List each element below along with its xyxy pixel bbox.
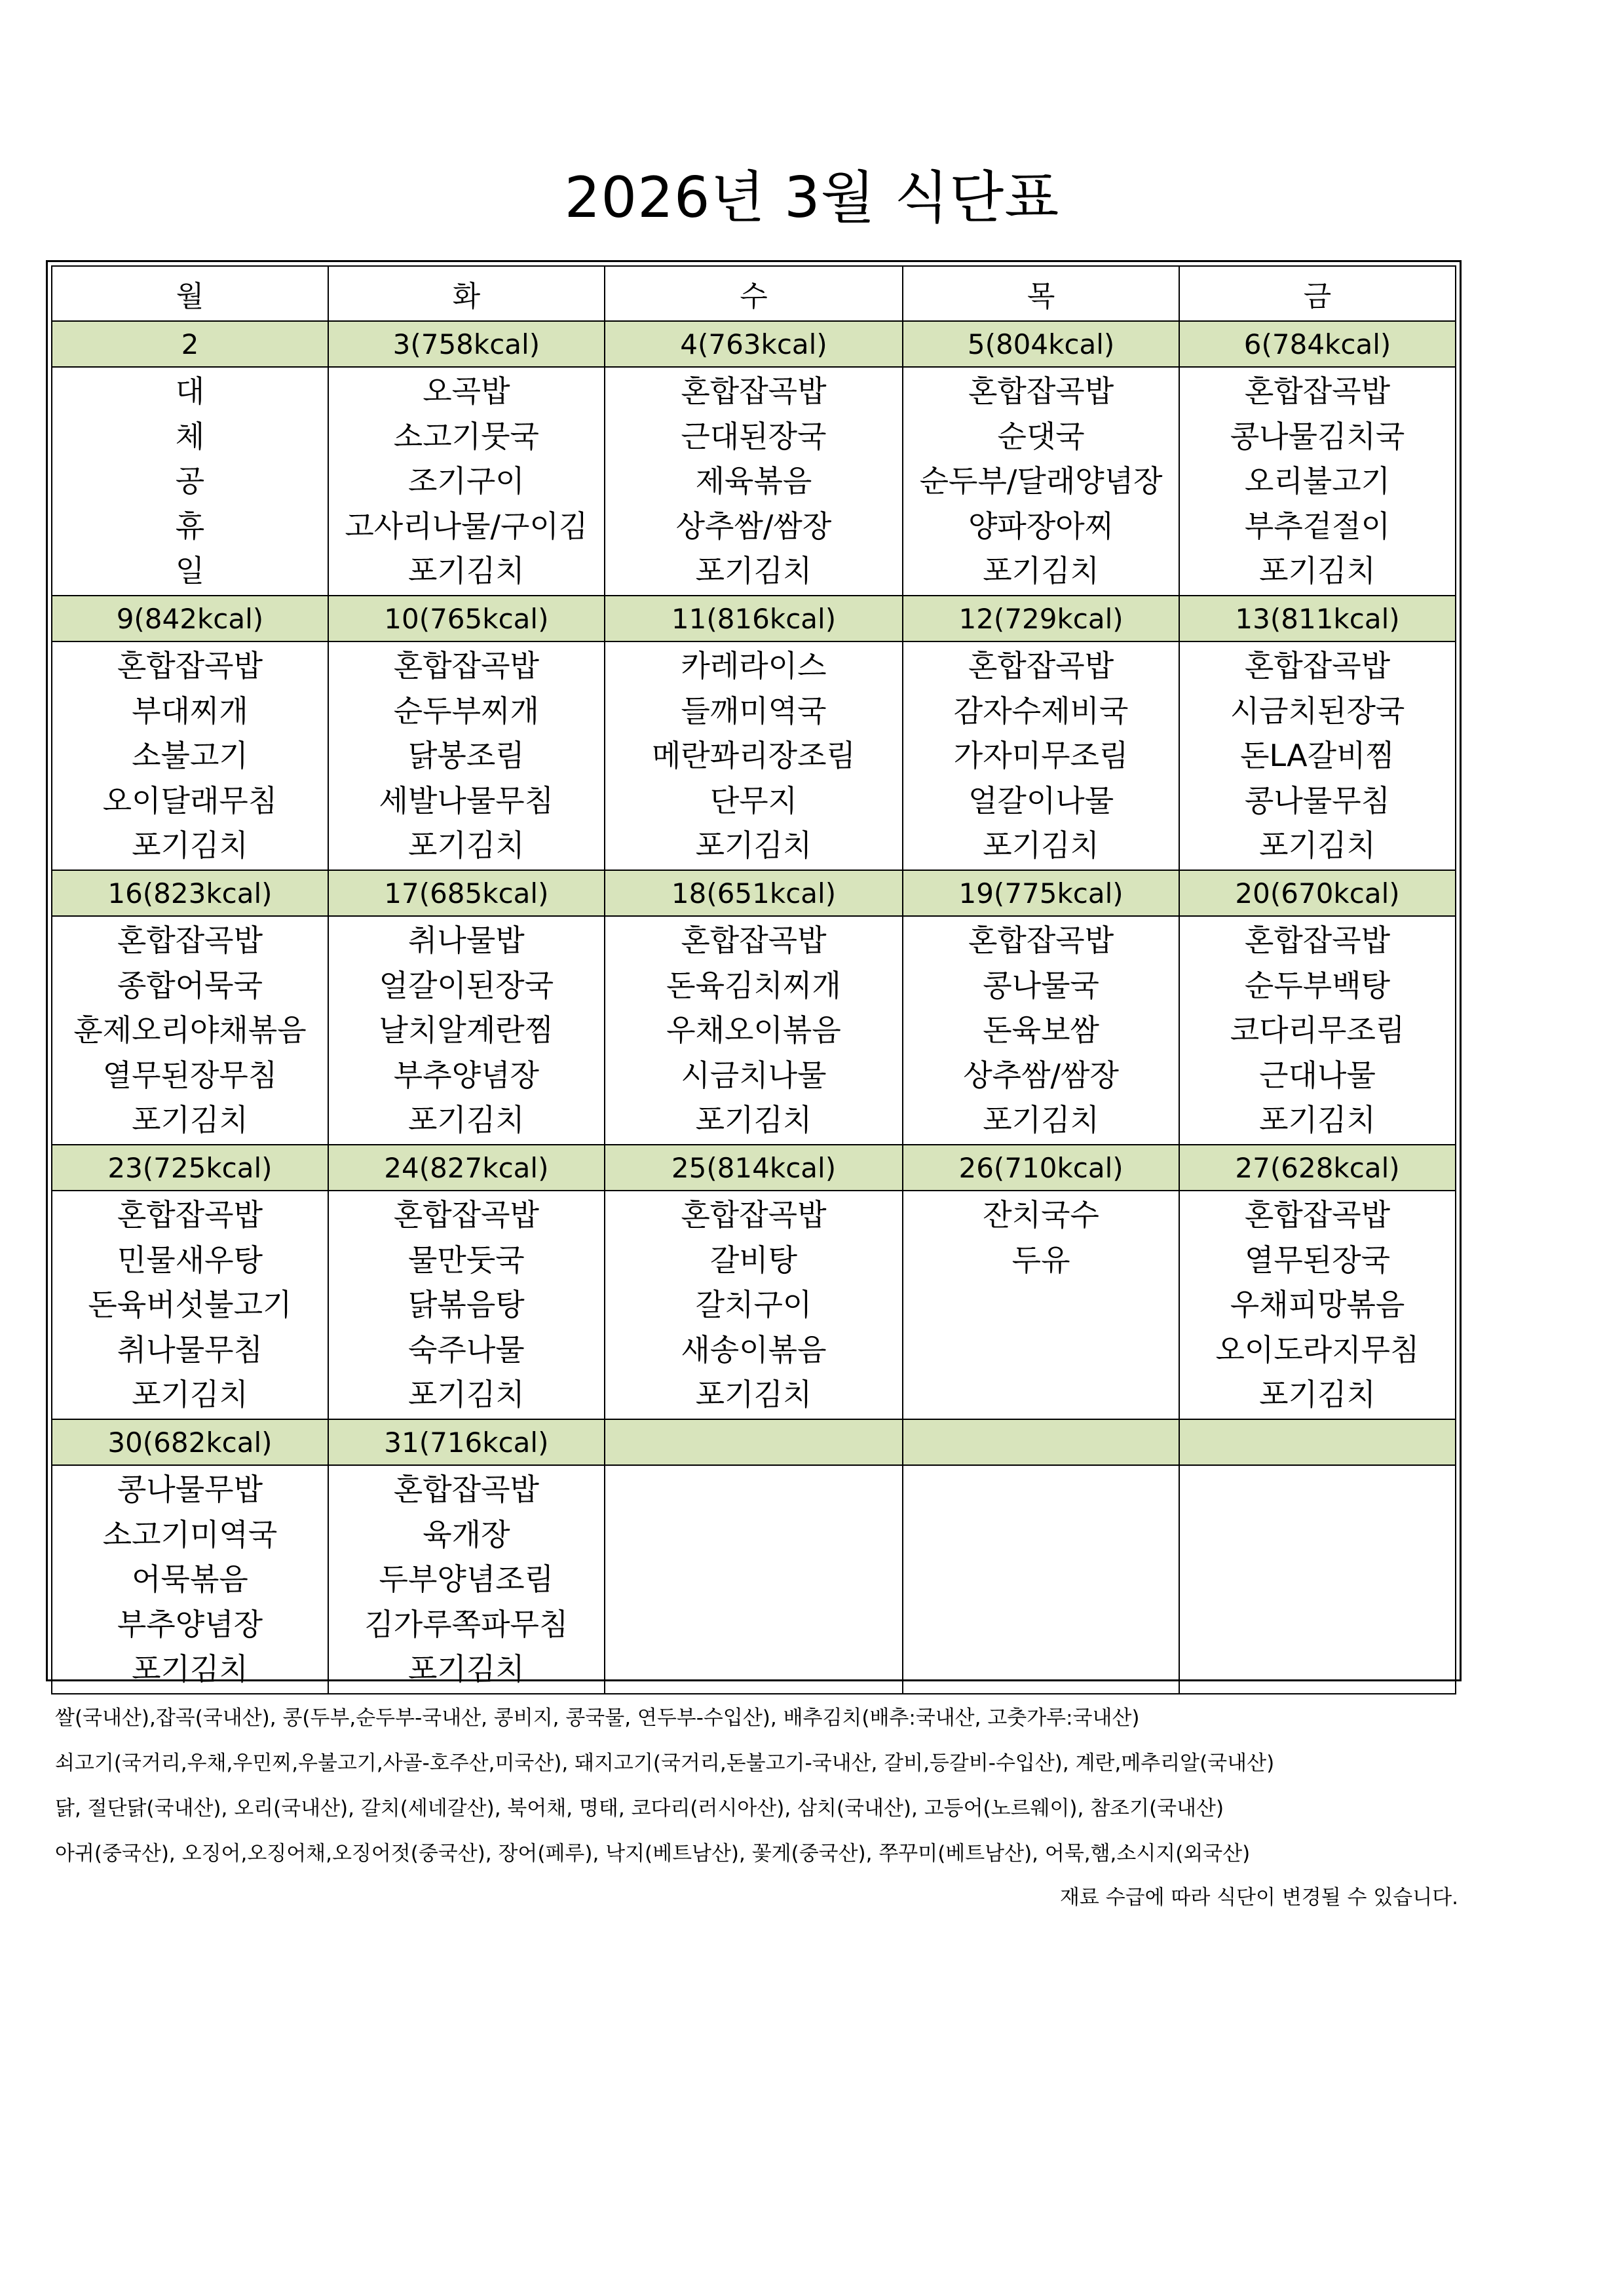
menu-item: 김가루쪽파무침 [364, 1606, 569, 1642]
date-cell: 31(716kcal) [328, 1419, 605, 1465]
date-cell: 30(682kcal) [52, 1419, 328, 1465]
menu-item: 콩나물무밥 [117, 1472, 263, 1507]
menu-item: 조기구이 [407, 463, 525, 499]
date-cell [605, 1419, 903, 1465]
menu-item: 오리불고기 [1244, 463, 1391, 499]
menu-item: 콩나물김치국 [1230, 418, 1405, 454]
weekday-header-tue: 화 [328, 266, 605, 321]
menu-item: 혼합잡곡밥 [393, 1197, 539, 1233]
menu-cell [903, 916, 1179, 1145]
origin-note-line: 쇠고기(국거리,우채,우민찌,우불고기,사골-호주산,미국산), 돼지고기(국거리,돈불고기-국내산, 갈비,등갈비-수입산), 계란,메추리알(국내산) [55, 1751, 1275, 1775]
date-cell: 4(763kcal) [605, 321, 903, 367]
menu-cell [52, 641, 328, 870]
date-cell [903, 1419, 1179, 1465]
menu-item: 근대나물 [1259, 1057, 1376, 1093]
date-cell: 13(811kcal) [1179, 596, 1456, 641]
date-cell: 27(628kcal) [1179, 1145, 1456, 1191]
menu-item: 혼합잡곡밥 [393, 648, 539, 683]
menu-item: 새송이볶음 [681, 1331, 827, 1368]
menu-item: 시금치된장국 [1230, 693, 1405, 729]
menu-cell [605, 641, 903, 870]
page-title: 2026년 3월 식단표 [564, 165, 1060, 231]
menu-cell [1179, 1465, 1456, 1694]
menu-cell [903, 641, 1179, 870]
menu-item: 종합어묵국 [117, 967, 263, 1003]
menu-item: 상추쌈/쌈장 [963, 1057, 1119, 1093]
origin-note-line: 쌀(국내산),잡곡(국내산), 콩(두부,순두부-국내산, 콩비지, 콩국물, 연두부-수입산), 배추김치(배추:국내산, 고춧가루:국내산) [55, 1706, 1140, 1730]
menu-item: 단무지 [709, 782, 798, 818]
date-row [52, 596, 1456, 641]
menu-item: 포기김치 [1259, 553, 1376, 589]
disclaimer-text: 재료 수급에 따라 식단이 변경될 수 있습니다. [1059, 1886, 1458, 1909]
date-cell: 19(775kcal) [903, 870, 1179, 916]
menu-cell [903, 367, 1179, 596]
menu-item: 근대된장국 [681, 418, 827, 454]
menu-cell [52, 1191, 328, 1419]
menu-item: 콩나물국 [983, 967, 1099, 1003]
menu-item: 포기김치 [132, 828, 248, 864]
menu-item: 돈LA갈비찜 [1240, 738, 1395, 774]
menu-item: 감자수제비국 [953, 693, 1129, 729]
menu-item: 포기김치 [1259, 828, 1376, 864]
menu-item: 얼갈이나물 [968, 782, 1114, 818]
menu-item: 가자미무조림 [953, 738, 1129, 774]
date-cell: 26(710kcal) [903, 1145, 1179, 1191]
date-row [52, 870, 1456, 916]
menu-item: 소불고기 [132, 738, 248, 774]
menu-item: 포기김치 [695, 828, 812, 864]
menu-item: 포기김치 [1259, 1102, 1376, 1138]
menu-item: 체 [175, 418, 205, 454]
menu-cell [605, 1465, 903, 1694]
menu-cell [328, 1191, 605, 1419]
menu-item: 혼합잡곡밥 [1244, 1197, 1391, 1233]
menu-cell [605, 367, 903, 596]
menu-item: 숙주나물 [407, 1331, 525, 1368]
date-cell: 6(784kcal) [1179, 321, 1456, 367]
menu-item: 육개장 [423, 1516, 510, 1552]
menu-item: 혼합잡곡밥 [117, 648, 263, 683]
menu-item: 소고기뭇국 [393, 418, 539, 454]
menu-item: 날치알계란찜 [379, 1012, 554, 1048]
date-cell: 11(816kcal) [605, 596, 903, 641]
menu-item: 어묵볶음 [132, 1561, 248, 1598]
menu-item: 혼합잡곡밥 [117, 923, 263, 958]
menu-body [52, 321, 1456, 1694]
menu-item: 고사리나물/구이김 [345, 508, 588, 544]
origin-notes [55, 1696, 1274, 1877]
menu-item: 콩나물무침 [1244, 782, 1391, 818]
menu-cell [328, 1465, 605, 1694]
menu-item: 취나물밥 [407, 923, 525, 958]
menu-item: 부추양념장 [117, 1606, 263, 1642]
menu-item: 오이달래무침 [102, 782, 278, 818]
menu-item: 포기김치 [132, 1377, 248, 1413]
date-cell: 17(685kcal) [328, 870, 605, 916]
menu-item: 공 [175, 463, 205, 499]
menu-item: 카레라이스 [681, 648, 827, 683]
menu-table-frame [46, 260, 1462, 1687]
menu-item: 갈비탕 [709, 1242, 798, 1278]
menu-item: 닭볶음탕 [407, 1287, 525, 1323]
menu-cell [1179, 641, 1456, 870]
menu-item: 부추겉절이 [1244, 508, 1391, 544]
menu-item: 포기김치 [1259, 1377, 1376, 1413]
menu-row [52, 916, 1456, 1145]
date-cell: 12(729kcal) [903, 596, 1179, 641]
menu-item: 포기김치 [695, 553, 812, 589]
menu-item: 대 [175, 373, 205, 409]
menu-item: 혼합잡곡밥 [968, 373, 1114, 409]
menu-item: 얼갈이된장국 [379, 967, 554, 1003]
menu-item: 잔치국수 [983, 1197, 1099, 1233]
menu-item: 혼합잡곡밥 [681, 1197, 827, 1233]
date-cell: 25(814kcal) [605, 1145, 903, 1191]
menu-item: 혼합잡곡밥 [393, 1472, 539, 1507]
menu-item: 두부양념조림 [379, 1561, 554, 1598]
menu-item: 부추양념장 [393, 1057, 539, 1093]
menu-item: 포기김치 [695, 1377, 812, 1413]
menu-item: 상추쌈/쌈장 [675, 508, 832, 544]
date-cell: 16(823kcal) [52, 870, 328, 916]
menu-item: 양파장아찌 [968, 508, 1114, 544]
menu-item: 혼합잡곡밥 [1244, 648, 1391, 683]
date-cell: 9(842kcal) [52, 596, 328, 641]
menu-cell [52, 367, 328, 596]
menu-item: 우채피망볶음 [1230, 1287, 1405, 1323]
menu-item: 포기김치 [407, 1377, 525, 1413]
date-cell [1179, 1419, 1456, 1465]
menu-item: 혼합잡곡밥 [1244, 373, 1391, 409]
menu-item: 들깨미역국 [681, 693, 827, 729]
menu-item: 두유 [1011, 1242, 1070, 1278]
menu-item: 포기김치 [407, 553, 525, 589]
weekday-header-wed: 수 [605, 266, 903, 321]
menu-item: 포기김치 [407, 1102, 525, 1138]
menu-row [52, 641, 1456, 870]
menu-item: 순댓국 [997, 418, 1085, 454]
menu-item: 갈치구이 [695, 1287, 812, 1323]
menu-item: 우채오이볶음 [666, 1012, 841, 1048]
menu-item: 오곡밥 [423, 373, 510, 409]
menu-item: 포기김치 [132, 1102, 248, 1138]
menu-item: 포기김치 [132, 1651, 248, 1687]
menu-row [52, 1465, 1456, 1694]
menu-row [52, 1191, 1456, 1419]
menu-item: 포기김치 [983, 828, 1099, 864]
weekday-header-mon: 월 [52, 266, 328, 321]
menu-item: 포기김치 [695, 1102, 812, 1138]
date-cell: 24(827kcal) [328, 1145, 605, 1191]
date-row [52, 1145, 1456, 1191]
date-cell: 10(765kcal) [328, 596, 605, 641]
menu-item: 세발나물무침 [379, 782, 554, 818]
menu-item: 혼합잡곡밥 [117, 1197, 263, 1233]
menu-cell [605, 916, 903, 1145]
menu-item: 소고기미역국 [102, 1516, 278, 1552]
menu-cell [1179, 367, 1456, 596]
menu-item: 돈육김치찌개 [666, 967, 841, 1003]
menu-item: 열무된장국 [1244, 1242, 1391, 1278]
menu-table [51, 265, 1456, 1694]
menu-item: 혼합잡곡밥 [681, 923, 827, 958]
menu-cell [1179, 1191, 1456, 1419]
date-row [52, 1419, 1456, 1465]
menu-item: 돈육보쌈 [983, 1012, 1099, 1048]
date-cell: 20(670kcal) [1179, 870, 1456, 916]
menu-item: 혼합잡곡밥 [681, 373, 827, 409]
date-cell: 2 [52, 321, 328, 367]
menu-item: 포기김치 [983, 1102, 1099, 1138]
menu-item: 오이도라지무침 [1215, 1331, 1420, 1368]
menu-cell [52, 1465, 328, 1694]
menu-item: 순두부찌개 [393, 693, 539, 729]
menu-item: 포기김치 [407, 828, 525, 864]
date-cell: 5(804kcal) [903, 321, 1179, 367]
menu-item: 일 [175, 553, 205, 589]
date-cell: 18(651kcal) [605, 870, 903, 916]
menu-item: 포기김치 [407, 1651, 525, 1687]
date-cell: 3(758kcal) [328, 321, 605, 367]
menu-cell [328, 367, 605, 596]
menu-item: 혼합잡곡밥 [968, 648, 1114, 683]
menu-item: 열무된장무침 [102, 1057, 278, 1093]
menu-item: 혼합잡곡밥 [968, 923, 1114, 958]
weekday-header-row [52, 266, 1456, 321]
date-row [52, 321, 1456, 367]
menu-cell [1179, 916, 1456, 1145]
weekday-header-fri: 금 [1179, 266, 1456, 321]
menu-item: 휴 [175, 508, 205, 544]
weekday-header-thu: 목 [903, 266, 1179, 321]
menu-cell [903, 1465, 1179, 1694]
menu-item: 순두부백탕 [1244, 967, 1391, 1003]
menu-item: 코다리무조림 [1230, 1012, 1405, 1048]
menu-item: 부대찌개 [132, 693, 248, 729]
menu-cell [903, 1191, 1179, 1419]
date-cell: 23(725kcal) [52, 1145, 328, 1191]
menu-item: 민물새우탕 [117, 1242, 263, 1278]
menu-item: 닭봉조림 [407, 738, 525, 774]
menu-item: 돈육버섯불고기 [88, 1287, 292, 1323]
menu-cell [605, 1191, 903, 1419]
origin-note-line: 아귀(중국산), 오징어,오징어채,오징어젓(중국산), 장어(페루), 낙지(베트남산), 꽃게(중국산), 쭈꾸미(베트남산), 어묵,햄,소시지(외국산) [55, 1842, 1251, 1866]
origin-note-line: 닭, 절단닭(국내산), 오리(국내산), 갈치(세네갈산), 북어채, 명태, 코다리(러시아산), 삼치(국내산), 고등어(노르웨이), 참조기(국내산) [55, 1797, 1224, 1820]
menu-item: 포기김치 [983, 553, 1099, 589]
menu-item: 제육볶음 [695, 463, 812, 499]
menu-cell [328, 641, 605, 870]
menu-row [52, 367, 1456, 596]
menu-item: 취나물무침 [117, 1331, 263, 1368]
menu-item: 메란꽈리장조림 [651, 738, 856, 774]
menu-cell [328, 916, 605, 1145]
menu-item: 순두부/달래양념장 [919, 463, 1163, 499]
menu-item: 물만둣국 [407, 1242, 525, 1278]
menu-item: 혼합잡곡밥 [1244, 923, 1391, 958]
menu-cell [52, 916, 328, 1145]
menu-item: 훈제오리야채볶음 [73, 1012, 307, 1048]
menu-item: 시금치나물 [681, 1057, 827, 1093]
